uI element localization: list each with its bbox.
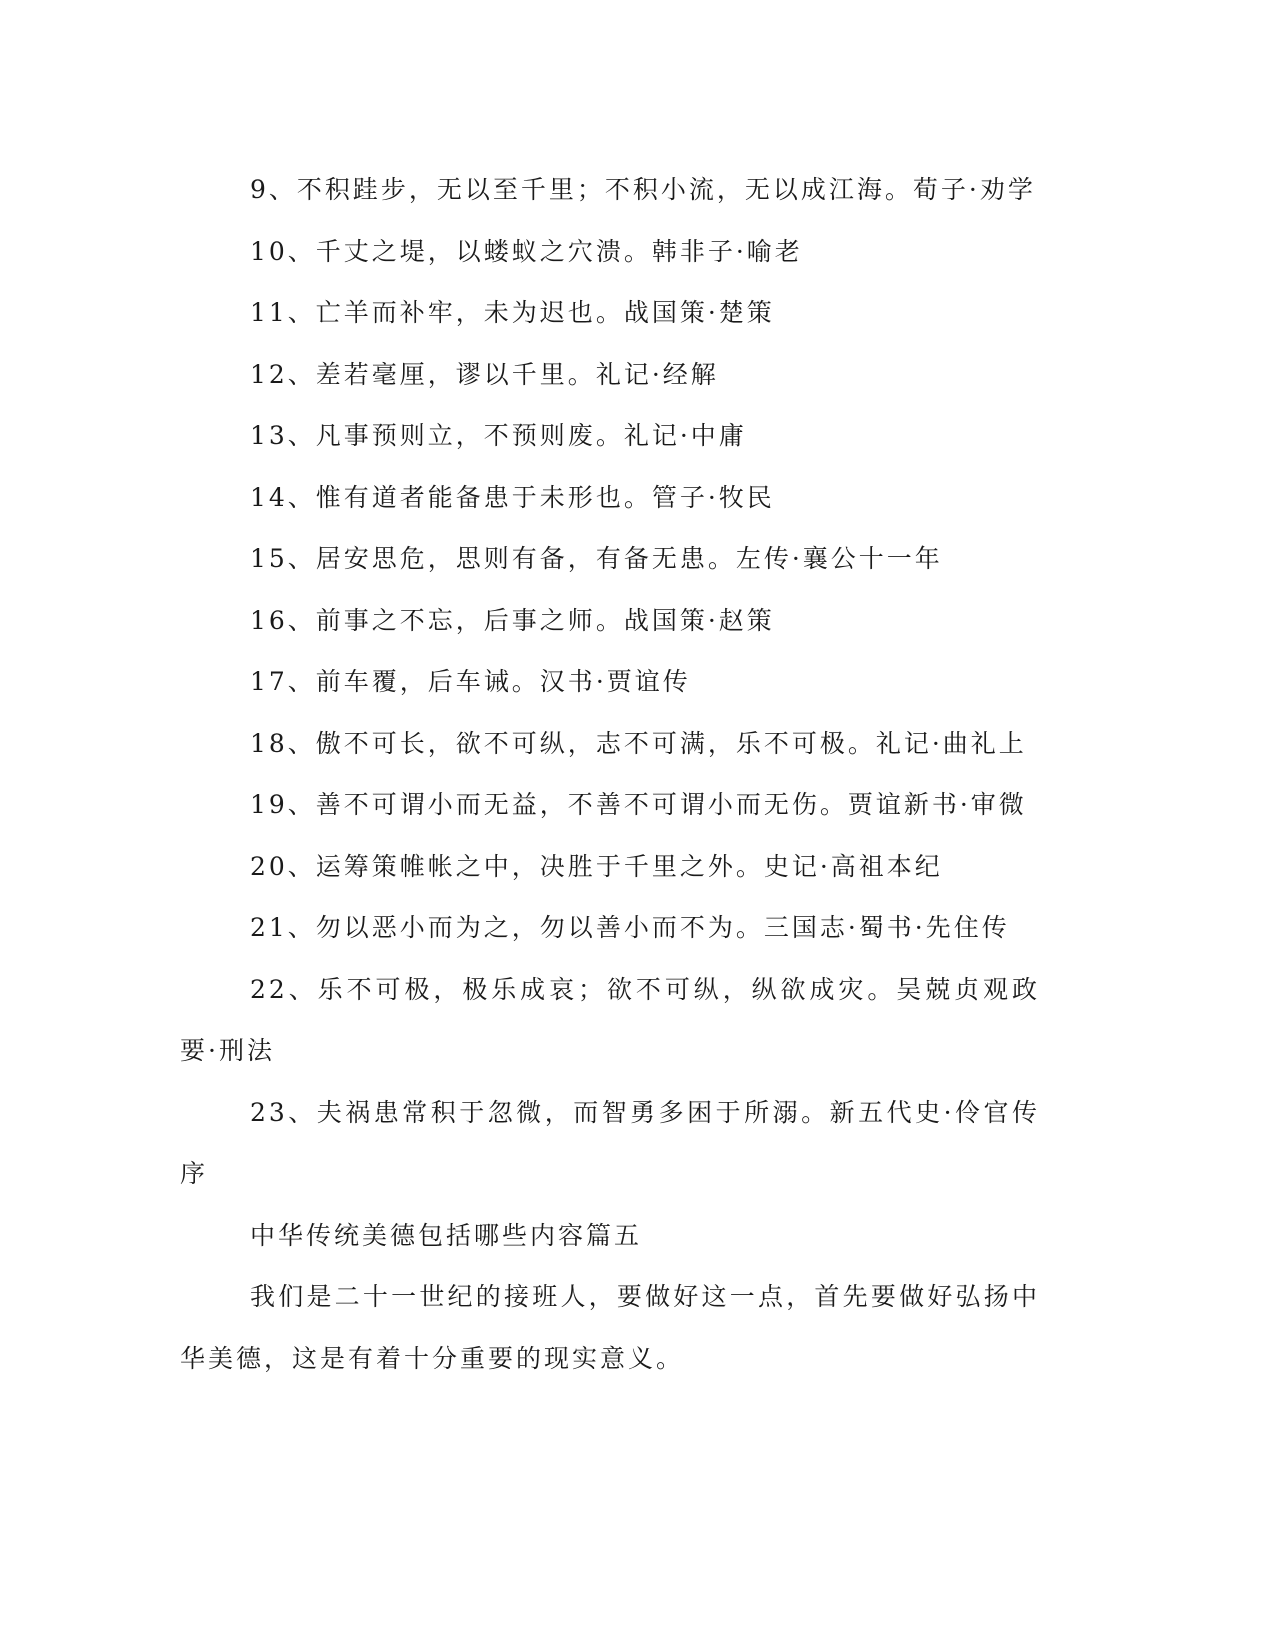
quote-16: 16、前事之不忘，后事之师。战国策·赵策 [250,605,775,635]
quote-12: 12、差若毫厘，谬以千里。礼记·经解 [250,359,719,389]
quote-21: 21、勿以恶小而为之，勿以善小而不为。三国志·蜀书·先住传 [250,913,1010,942]
quote-20: 20、运筹策帷帐之中，决胜于千里之外。史记·高祖本纪 [250,851,943,881]
section-heading: 中华传统美德包括哪些内容篇五 [250,1220,643,1250]
quote-14: 14、惟有道者能备患于未形也。管子·牧民 [250,482,775,512]
quote-17: 17、前车覆，后车诫。汉书·贾谊传 [250,667,691,696]
quote-13: 13、凡事预则立，不预则废。礼记·中庸 [250,421,747,450]
quote-11: 11、亡羊而补牢，未为迟也。战国策·楚策 [250,298,775,327]
quote-10: 10、千丈之堤，以蝼蚁之穴溃。韩非子·喻老 [250,236,803,266]
quote-23: 23、夫祸患常积于忽微，而智勇多困于所溺。新五代史·伶官传序 [180,1097,1040,1188]
quote-19: 19、善不可谓小而无益，不善不可谓小而无伤。贾谊新书·审微 [250,790,1027,819]
quote-15: 15、居安思危，思则有备，有备无患。左传·襄公十一年 [250,544,943,573]
quote-22: 22、乐不可极，极乐成哀；欲不可纵，纵欲成灾。吴兢贞观政要·刑法 [180,974,1040,1065]
document-body [180,159,1040,1389]
quote-9: 9、不积跬步，无以至千里；不积小流，无以成江海。荀子·劝学 [250,175,1036,204]
quote-18: 18、傲不可长，欲不可纵，志不可满，乐不可极。礼记·曲礼上 [250,728,1027,758]
body-paragraph: 我们是二十一世纪的接班人，要做好这一点，首先要做好弘扬中华美德，这是有着十分重要的现实意义。 [180,1282,1040,1373]
